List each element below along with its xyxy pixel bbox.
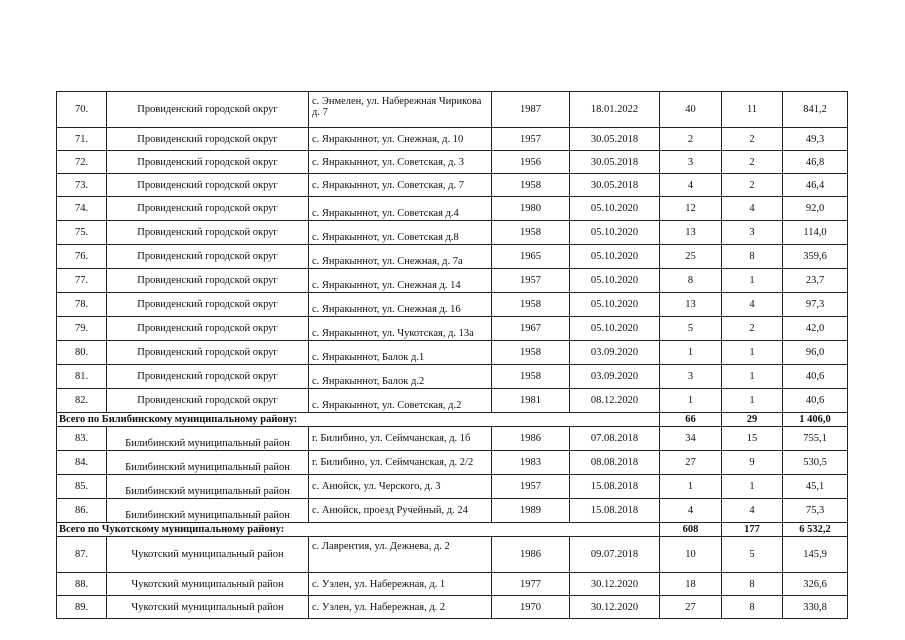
district-cell: Провиденский городской округ: [107, 221, 309, 245]
date-cell: 07.08.2018: [570, 427, 660, 451]
table-row: [57, 245, 848, 269]
count1-cell: 18: [660, 573, 722, 596]
row-number: 87.: [57, 537, 107, 573]
year-cell: 1956: [492, 151, 570, 174]
row-number: 89.: [57, 596, 107, 619]
table-row: [57, 174, 848, 197]
row-number: 76.: [57, 245, 107, 269]
date-cell: 15.08.2018: [570, 475, 660, 499]
district-cell: Провиденский городской округ: [107, 151, 309, 174]
area-cell: 49,3: [783, 128, 848, 151]
date-cell: 30.12.2020: [570, 596, 660, 619]
count1-cell: 4: [660, 174, 722, 197]
area-cell: 96,0: [783, 341, 848, 365]
table-row: [57, 92, 848, 128]
year-cell: 1981: [492, 389, 570, 413]
count1-cell: 5: [660, 317, 722, 341]
year-cell: 1958: [492, 341, 570, 365]
area-cell: 40,6: [783, 389, 848, 413]
count2-cell: 8: [722, 573, 783, 596]
row-number: 81.: [57, 365, 107, 389]
district-cell: Провиденский городской округ: [107, 174, 309, 197]
area-cell: 145,9: [783, 537, 848, 573]
row-number: 85.: [57, 475, 107, 499]
count1-cell: 25: [660, 245, 722, 269]
address-cell: с. Янракыннот, ул. Снежная д. 14: [309, 269, 492, 293]
table-row: [57, 427, 848, 451]
date-cell: 15.08.2018: [570, 499, 660, 523]
table-row: [57, 499, 848, 523]
address-cell: с. Янракыннот, ул. Советская, д. 3: [309, 151, 492, 174]
district-cell: Провиденский городской округ: [107, 92, 309, 128]
row-number: 78.: [57, 293, 107, 317]
district-cell: Провиденский городской округ: [107, 269, 309, 293]
count2-cell: 1: [722, 269, 783, 293]
table-row: [57, 451, 848, 475]
district-cell: Билибинский муниципальный район: [107, 427, 309, 451]
total-row: [57, 413, 848, 427]
district-cell: Провиденский городской округ: [107, 197, 309, 221]
total-area: 1 406,0: [783, 413, 848, 427]
area-cell: 23,7: [783, 269, 848, 293]
row-number: 71.: [57, 128, 107, 151]
total-n2: 177: [722, 523, 783, 537]
address-cell: с. Янракыннот, ул. Советская д.8: [309, 221, 492, 245]
table-row: [57, 317, 848, 341]
address-cell: с. Янракыннот, ул. Советская, д.2: [309, 389, 492, 413]
address-cell: с. Анюйск, проезд Ручейный, д. 24: [309, 499, 492, 523]
district-cell: Билибинский муниципальный район: [107, 451, 309, 475]
row-number: 75.: [57, 221, 107, 245]
date-cell: 05.10.2020: [570, 269, 660, 293]
count2-cell: 1: [722, 475, 783, 499]
count2-cell: 15: [722, 427, 783, 451]
area-cell: 92,0: [783, 197, 848, 221]
year-cell: 1986: [492, 537, 570, 573]
count2-cell: 3: [722, 221, 783, 245]
count1-cell: 1: [660, 475, 722, 499]
row-number: 79.: [57, 317, 107, 341]
address-cell: с. Уэлен, ул. Набережная, д. 1: [309, 573, 492, 596]
area-cell: 330,8: [783, 596, 848, 619]
address-cell: с. Янракыннот, ул. Советская д.4: [309, 197, 492, 221]
count1-cell: 27: [660, 596, 722, 619]
total-label: Всего по Билибинскому муниципальному району:: [57, 413, 660, 427]
year-cell: 1970: [492, 596, 570, 619]
row-number: 86.: [57, 499, 107, 523]
total-n2: 29: [722, 413, 783, 427]
address-cell: с. Анюйск, ул. Черского, д. 3: [309, 475, 492, 499]
area-cell: 46,8: [783, 151, 848, 174]
district-cell: Чукотский муниципальный район: [107, 537, 309, 573]
table-row: [57, 537, 848, 573]
row-number: 84.: [57, 451, 107, 475]
total-label: Всего по Чукотскому муниципальному району:: [57, 523, 660, 537]
year-cell: 1965: [492, 245, 570, 269]
area-cell: 841,2: [783, 92, 848, 128]
area-cell: 530,5: [783, 451, 848, 475]
district-cell: Провиденский городской округ: [107, 365, 309, 389]
area-cell: 45,1: [783, 475, 848, 499]
year-cell: 1977: [492, 573, 570, 596]
date-cell: 09.07.2018: [570, 537, 660, 573]
area-cell: 359,6: [783, 245, 848, 269]
count2-cell: 1: [722, 365, 783, 389]
district-cell: Провиденский городской округ: [107, 317, 309, 341]
date-cell: 05.10.2020: [570, 221, 660, 245]
date-cell: 30.05.2018: [570, 174, 660, 197]
address-cell: с. Янракыннот, ул. Снежная, д. 10: [309, 128, 492, 151]
table-row: [57, 269, 848, 293]
address-cell: с. Янракыннот, Балок д.1: [309, 341, 492, 365]
table-row: [57, 197, 848, 221]
row-number: 82.: [57, 389, 107, 413]
address-cell: г. Билибино, ул. Сеймчанская, д. 1б: [309, 427, 492, 451]
date-cell: 05.10.2020: [570, 293, 660, 317]
area-cell: 42,0: [783, 317, 848, 341]
year-cell: 1987: [492, 92, 570, 128]
year-cell: 1957: [492, 269, 570, 293]
district-cell: Чукотский муниципальный район: [107, 573, 309, 596]
count2-cell: 2: [722, 151, 783, 174]
district-cell: Чукотский муниципальный район: [107, 596, 309, 619]
date-cell: 30.12.2020: [570, 573, 660, 596]
total-n1: 608: [660, 523, 722, 537]
count1-cell: 13: [660, 221, 722, 245]
year-cell: 1958: [492, 221, 570, 245]
row-number: 80.: [57, 341, 107, 365]
count1-cell: 1: [660, 389, 722, 413]
table-row: [57, 573, 848, 596]
count2-cell: 5: [722, 537, 783, 573]
year-cell: 1958: [492, 174, 570, 197]
table-row: [57, 293, 848, 317]
count2-cell: 4: [722, 293, 783, 317]
year-cell: 1989: [492, 499, 570, 523]
total-row: [57, 523, 848, 537]
row-number: 70.: [57, 92, 107, 128]
count2-cell: 2: [722, 317, 783, 341]
count2-cell: 8: [722, 596, 783, 619]
address-cell: с. Янракыннот, ул. Снежная, д. 7а: [309, 245, 492, 269]
year-cell: 1980: [492, 197, 570, 221]
district-cell: Провиденский городской округ: [107, 389, 309, 413]
total-area: 6 532,2: [783, 523, 848, 537]
table-row: [57, 151, 848, 174]
housing-table: [56, 91, 848, 619]
area-cell: 75,3: [783, 499, 848, 523]
count2-cell: 11: [722, 92, 783, 128]
count1-cell: 1: [660, 341, 722, 365]
district-cell: Провиденский городской округ: [107, 293, 309, 317]
address-cell: с. Энмелен, ул. Набережная Чирикова д. 7: [309, 92, 492, 128]
count2-cell: 9: [722, 451, 783, 475]
table-row: [57, 365, 848, 389]
table-row: [57, 128, 848, 151]
count1-cell: 13: [660, 293, 722, 317]
date-cell: 03.09.2020: [570, 341, 660, 365]
area-cell: 326,6: [783, 573, 848, 596]
date-cell: 05.10.2020: [570, 197, 660, 221]
date-cell: 03.09.2020: [570, 365, 660, 389]
date-cell: 30.05.2018: [570, 128, 660, 151]
row-number: 72.: [57, 151, 107, 174]
count2-cell: 2: [722, 174, 783, 197]
year-cell: 1957: [492, 475, 570, 499]
date-cell: 08.12.2020: [570, 389, 660, 413]
count2-cell: 4: [722, 197, 783, 221]
district-cell: Билибинский муниципальный район: [107, 499, 309, 523]
year-cell: 1983: [492, 451, 570, 475]
count1-cell: 10: [660, 537, 722, 573]
row-number: 73.: [57, 174, 107, 197]
area-cell: 114,0: [783, 221, 848, 245]
total-n1: 66: [660, 413, 722, 427]
district-cell: Билибинский муниципальный район: [107, 475, 309, 499]
address-cell: с. Янракыннот, ул. Чукотская, д. 13а: [309, 317, 492, 341]
table-row: [57, 596, 848, 619]
area-cell: 40,6: [783, 365, 848, 389]
year-cell: 1957: [492, 128, 570, 151]
count2-cell: 8: [722, 245, 783, 269]
address-cell: с. Янракыннот, Балок д.2: [309, 365, 492, 389]
count1-cell: 3: [660, 151, 722, 174]
row-number: 88.: [57, 573, 107, 596]
count1-cell: 8: [660, 269, 722, 293]
count1-cell: 40: [660, 92, 722, 128]
count1-cell: 2: [660, 128, 722, 151]
district-cell: Провиденский городской округ: [107, 341, 309, 365]
district-cell: Провиденский городской округ: [107, 245, 309, 269]
year-cell: 1958: [492, 365, 570, 389]
count1-cell: 4: [660, 499, 722, 523]
count2-cell: 1: [722, 389, 783, 413]
count1-cell: 12: [660, 197, 722, 221]
year-cell: 1958: [492, 293, 570, 317]
address-cell: с. Янракыннот, ул. Снежная д. 16: [309, 293, 492, 317]
count1-cell: 3: [660, 365, 722, 389]
count1-cell: 34: [660, 427, 722, 451]
date-cell: 30.05.2018: [570, 151, 660, 174]
area-cell: 46,4: [783, 174, 848, 197]
date-cell: 08.08.2018: [570, 451, 660, 475]
table-row: [57, 389, 848, 413]
row-number: 83.: [57, 427, 107, 451]
count2-cell: 1: [722, 341, 783, 365]
address-cell: с. Уэлен, ул. Набережная, д. 2: [309, 596, 492, 619]
count2-cell: 2: [722, 128, 783, 151]
address-cell: с. Янракыннот, ул. Советская, д. 7: [309, 174, 492, 197]
year-cell: 1967: [492, 317, 570, 341]
district-cell: Провиденский городской округ: [107, 128, 309, 151]
table-body: [57, 92, 848, 619]
date-cell: 18.01.2022: [570, 92, 660, 128]
address-cell: с. Лаврентия, ул. Дежнева, д. 2: [309, 537, 492, 573]
area-cell: 755,1: [783, 427, 848, 451]
table-row: [57, 475, 848, 499]
address-cell: г. Билибино, ул. Сеймчанская, д. 2/2: [309, 451, 492, 475]
table-row: [57, 221, 848, 245]
date-cell: 05.10.2020: [570, 317, 660, 341]
count1-cell: 27: [660, 451, 722, 475]
count2-cell: 4: [722, 499, 783, 523]
row-number: 77.: [57, 269, 107, 293]
table-row: [57, 341, 848, 365]
area-cell: 97,3: [783, 293, 848, 317]
date-cell: 05.10.2020: [570, 245, 660, 269]
row-number: 74.: [57, 197, 107, 221]
year-cell: 1986: [492, 427, 570, 451]
